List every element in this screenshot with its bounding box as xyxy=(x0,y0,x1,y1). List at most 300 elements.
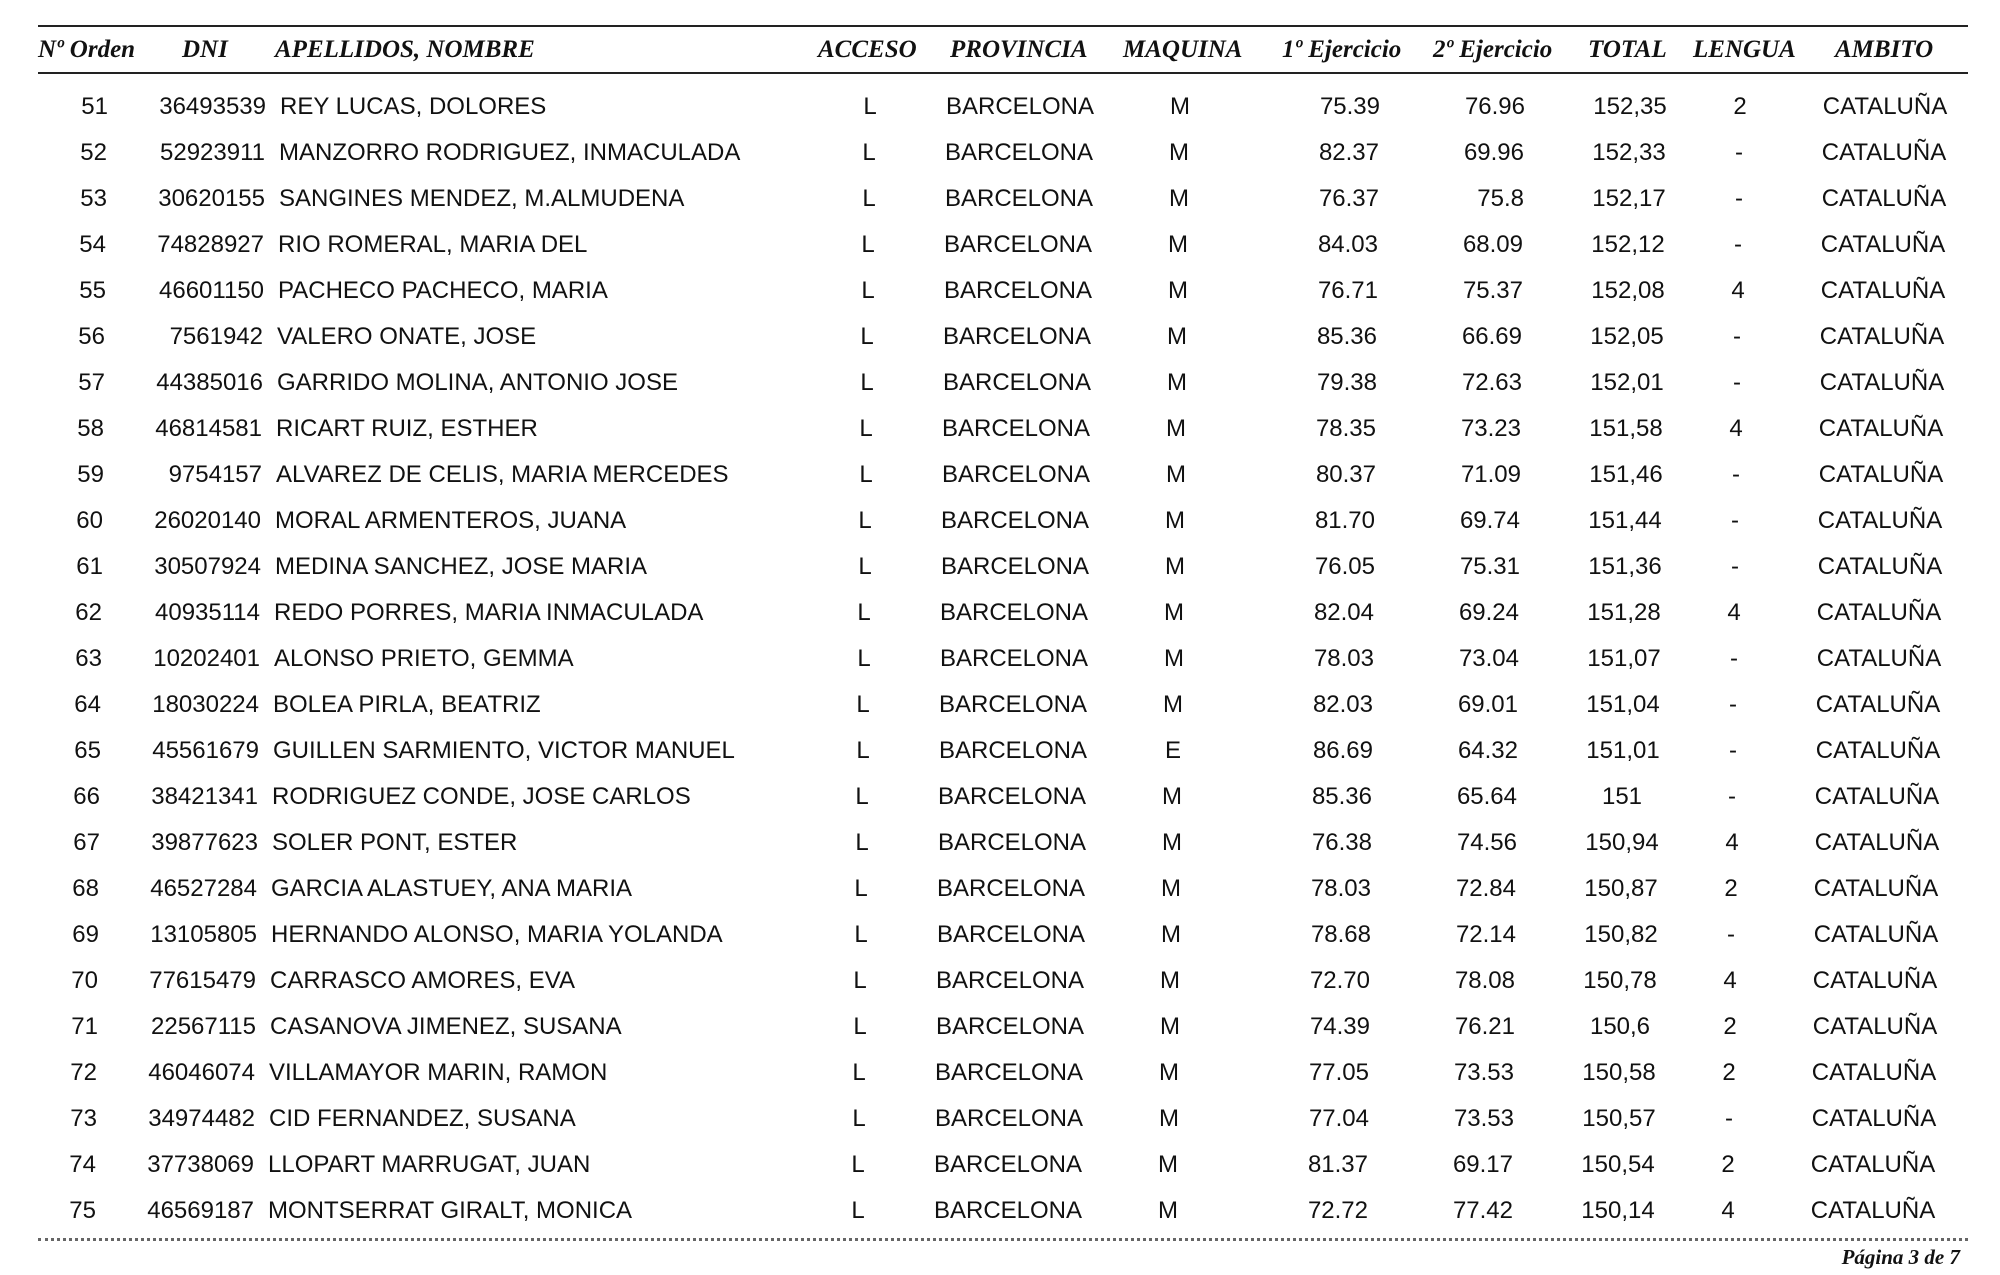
cell-ejercicio-2: 76.96 xyxy=(1464,93,1525,120)
cell-provincia: BARCELONA xyxy=(938,737,1088,764)
cell-total: 152,01 xyxy=(1590,369,1664,396)
table-row xyxy=(0,644,2000,684)
cell-total: 151,07 xyxy=(1587,645,1661,672)
cell-lengua: - xyxy=(1731,507,1739,534)
cell-total: 150,82 xyxy=(1584,921,1658,948)
cell-orden: 74 xyxy=(69,1151,96,1178)
cell-ejercicio-1: 75.39 xyxy=(1319,93,1380,120)
cell-acceso: L xyxy=(859,461,873,488)
cell-acceso: L xyxy=(852,1059,866,1086)
cell-total: 152,33 xyxy=(1592,139,1666,166)
cell-ejercicio-1: 76.71 xyxy=(1317,277,1378,304)
cell-dni: 39877623 xyxy=(151,829,258,856)
cell-ejercicio-1: 76.38 xyxy=(1311,829,1372,856)
cell-ejercicio-2: 72.84 xyxy=(1455,875,1516,902)
table-row xyxy=(0,782,2000,822)
header-ejercicio-1: 1º Ejercicio xyxy=(1282,36,1402,63)
cell-ejercicio-1: 79.38 xyxy=(1316,369,1377,396)
cell-nombre: MORAL ARMENTEROS, JUANA xyxy=(275,507,627,534)
cell-ejercicio-2: 66.69 xyxy=(1461,323,1522,350)
cell-maquina: E xyxy=(1164,737,1181,764)
cell-provincia: BARCELONA xyxy=(943,277,1093,304)
cell-acceso: L xyxy=(861,277,875,304)
cell-lengua: 4 xyxy=(1731,277,1745,304)
table-row xyxy=(0,598,2000,638)
cell-dni: 38421341 xyxy=(151,783,258,810)
cell-maquina: M xyxy=(1161,875,1181,902)
cell-nombre: LLOPART MARRUGAT, JUAN xyxy=(268,1151,591,1178)
cell-ejercicio-2: 73.23 xyxy=(1460,415,1521,442)
cell-ejercicio-1: 76.05 xyxy=(1314,553,1375,580)
cell-total: 150,14 xyxy=(1581,1197,1655,1224)
cell-total: 150,94 xyxy=(1585,829,1659,856)
cell-ejercicio-2: 64.32 xyxy=(1457,737,1518,764)
cell-nombre: VALERO ONATE, JOSE xyxy=(277,323,537,350)
cell-total: 151,58 xyxy=(1589,415,1663,442)
cell-provincia: BARCELONA xyxy=(937,829,1087,856)
cell-ejercicio-2: 72.63 xyxy=(1461,369,1522,396)
header-orden: Nº Orden xyxy=(38,36,136,63)
cell-ambito: CATALUÑA xyxy=(1811,1105,1937,1132)
cell-nombre: CID FERNANDEZ, SUSANA xyxy=(269,1105,576,1132)
cell-nombre: CARRASCO AMORES, EVA xyxy=(270,967,575,994)
cell-provincia: BARCELONA xyxy=(933,1151,1083,1178)
cell-ejercicio-1: 77.05 xyxy=(1308,1059,1369,1086)
cell-nombre: REDO PORRES, MARIA INMACULADA xyxy=(274,599,704,626)
cell-lengua: 2 xyxy=(1723,1013,1737,1040)
cell-dni: 46527284 xyxy=(150,875,257,902)
cell-total: 152,05 xyxy=(1590,323,1664,350)
cell-total: 150,57 xyxy=(1582,1105,1656,1132)
cell-ambito: CATALUÑA xyxy=(1820,231,1946,258)
cell-lengua: - xyxy=(1731,553,1739,580)
cell-ambito: CATALUÑA xyxy=(1818,461,1944,488)
cell-nombre: SANGINES MENDEZ, M.ALMUDENA xyxy=(279,185,685,212)
cell-ejercicio-1: 80.37 xyxy=(1315,461,1376,488)
cell-ejercicio-1: 86.69 xyxy=(1312,737,1373,764)
page-number: Página 3 de 7 xyxy=(1841,1245,1960,1269)
cell-ejercicio-1: 84.03 xyxy=(1317,231,1378,258)
cell-dni: 30507924 xyxy=(154,553,261,580)
cell-maquina: M xyxy=(1168,277,1188,304)
table-row xyxy=(0,230,2000,270)
cell-orden: 56 xyxy=(78,323,105,350)
table-row xyxy=(0,1104,2000,1144)
cell-maquina: M xyxy=(1160,1013,1180,1040)
cell-acceso: L xyxy=(862,185,876,212)
cell-acceso: L xyxy=(860,369,874,396)
cell-dni: 10202401 xyxy=(153,645,260,672)
cell-nombre: GARRIDO MOLINA, ANTONIO JOSE xyxy=(277,369,678,396)
cell-maquina: M xyxy=(1169,139,1189,166)
table-row xyxy=(0,552,2000,592)
cell-provincia: BARCELONA xyxy=(936,921,1086,948)
cell-ejercicio-1: 81.70 xyxy=(1314,507,1375,534)
cell-ejercicio-2: 69.17 xyxy=(1452,1151,1513,1178)
cell-acceso: L xyxy=(861,231,875,258)
cell-orden: 52 xyxy=(80,139,107,166)
cell-maquina: M xyxy=(1165,553,1185,580)
cell-orden: 71 xyxy=(71,1013,98,1040)
cell-ejercicio-1: 78.68 xyxy=(1310,921,1371,948)
header-acceso: ACCESO xyxy=(818,36,917,63)
cell-ejercicio-1: 74.39 xyxy=(1309,1013,1370,1040)
cell-provincia: BARCELONA xyxy=(934,1059,1084,1086)
cell-nombre: ALVAREZ DE CELIS, MARIA MERCEDES xyxy=(276,461,729,488)
cell-ambito: CATALUÑA xyxy=(1816,645,1942,672)
cell-provincia: BARCELONA xyxy=(941,461,1091,488)
cell-dni: 45561679 xyxy=(152,737,259,764)
header-dni: DNI xyxy=(182,36,228,63)
cell-lengua: - xyxy=(1729,737,1737,764)
cell-orden: 54 xyxy=(79,231,106,258)
cell-lengua: - xyxy=(1733,323,1741,350)
cell-ambito: CATALUÑA xyxy=(1810,1151,1936,1178)
cell-orden: 68 xyxy=(72,875,99,902)
cell-maquina: M xyxy=(1167,323,1187,350)
cell-dni: 44385016 xyxy=(156,369,263,396)
cell-ambito: CATALUÑA xyxy=(1816,599,1942,626)
cell-lengua: - xyxy=(1728,783,1736,810)
cell-ambito: CATALUÑA xyxy=(1817,553,1943,580)
cell-ejercicio-2: 75.31 xyxy=(1459,553,1520,580)
cell-total: 152,17 xyxy=(1592,185,1666,212)
cell-orden: 69 xyxy=(72,921,99,948)
cell-ejercicio-1: 78.03 xyxy=(1313,645,1374,672)
cell-provincia: BARCELONA xyxy=(941,415,1091,442)
cell-maquina: M xyxy=(1164,599,1184,626)
cell-dni: 37738069 xyxy=(147,1151,254,1178)
cell-dni: 74828927 xyxy=(157,231,264,258)
cell-ejercicio-2: 78.08 xyxy=(1454,967,1515,994)
top-rule xyxy=(38,25,1968,27)
cell-dni: 7561942 xyxy=(169,323,263,350)
cell-total: 150,6 xyxy=(1589,1013,1651,1040)
cell-provincia: BARCELONA xyxy=(935,1013,1085,1040)
cell-maquina: M xyxy=(1167,369,1187,396)
table-row xyxy=(0,322,2000,362)
cell-provincia: BARCELONA xyxy=(940,507,1090,534)
header-total: TOTAL xyxy=(1588,36,1667,63)
header-nombre: APELLIDOS, NOMBRE xyxy=(275,36,535,63)
cell-lengua: - xyxy=(1730,645,1738,672)
table-row xyxy=(0,690,2000,730)
cell-total: 152,12 xyxy=(1591,231,1665,258)
cell-nombre: MANZORRO RODRIGUEZ, INMACULADA xyxy=(279,139,741,166)
table-row xyxy=(0,1058,2000,1098)
cell-lengua: 4 xyxy=(1727,599,1741,626)
cell-lengua: 4 xyxy=(1723,967,1737,994)
cell-lengua: 4 xyxy=(1729,415,1743,442)
cell-ejercicio-2: 69.96 xyxy=(1463,139,1524,166)
cell-lengua: 2 xyxy=(1722,1059,1736,1086)
cell-dni: 13105805 xyxy=(150,921,257,948)
cell-acceso: L xyxy=(859,415,873,442)
cell-orden: 53 xyxy=(80,185,107,212)
cell-nombre: GUILLEN SARMIENTO, VICTOR MANUEL xyxy=(273,737,735,764)
cell-provincia: BARCELONA xyxy=(935,967,1085,994)
cell-ejercicio-2: 69.01 xyxy=(1457,691,1518,718)
cell-dni: 46569187 xyxy=(147,1197,254,1224)
cell-ambito: CATALUÑA xyxy=(1821,139,1947,166)
cell-lengua: - xyxy=(1727,921,1735,948)
bottom-rule xyxy=(38,1238,1968,1241)
cell-total: 151,01 xyxy=(1586,737,1660,764)
cell-provincia: BARCELONA xyxy=(937,783,1087,810)
cell-ambito: CATALUÑA xyxy=(1821,185,1947,212)
cell-maquina: M xyxy=(1159,1059,1179,1086)
cell-lengua: 2 xyxy=(1733,93,1747,120)
cell-acceso: L xyxy=(854,921,868,948)
cell-orden: 51 xyxy=(81,93,108,120)
cell-dni: 77615479 xyxy=(149,967,256,994)
cell-provincia: BARCELONA xyxy=(943,231,1093,258)
cell-nombre: VILLAMAYOR MARIN, RAMON xyxy=(269,1059,608,1086)
cell-ejercicio-1: 82.37 xyxy=(1318,139,1379,166)
cell-acceso: L xyxy=(857,645,871,672)
cell-ejercicio-2: 73.04 xyxy=(1458,645,1519,672)
cell-orden: 62 xyxy=(75,599,102,626)
table-row xyxy=(0,460,2000,500)
cell-total: 151,36 xyxy=(1588,553,1662,580)
cell-provincia: BARCELONA xyxy=(944,185,1094,212)
cell-ambito: CATALUÑA xyxy=(1810,1197,1936,1224)
cell-maquina: M xyxy=(1161,921,1181,948)
cell-dni: 46601150 xyxy=(159,277,264,304)
cell-provincia: BARCELONA xyxy=(942,323,1092,350)
cell-lengua: - xyxy=(1725,1105,1733,1132)
cell-dni: 22567115 xyxy=(151,1013,256,1040)
cell-orden: 60 xyxy=(76,507,103,534)
cell-dni: 46814581 xyxy=(155,415,262,442)
header-provincia: PROVINCIA xyxy=(950,36,1088,63)
cell-ejercicio-2: 65.64 xyxy=(1456,783,1517,810)
cell-provincia: BARCELONA xyxy=(945,93,1095,120)
cell-ambito: CATALUÑA xyxy=(1819,323,1945,350)
cell-ambito: CATALUÑA xyxy=(1818,415,1944,442)
cell-orden: 61 xyxy=(76,553,103,580)
cell-lengua: - xyxy=(1735,185,1743,212)
cell-acceso: L xyxy=(863,93,877,120)
cell-maquina: M xyxy=(1163,691,1183,718)
header-ejercicio-2: 2º Ejercicio xyxy=(1433,36,1553,63)
cell-total: 150,54 xyxy=(1581,1151,1655,1178)
cell-dni: 36493539 xyxy=(159,93,266,120)
cell-lengua: - xyxy=(1734,231,1742,258)
cell-dni: 34974482 xyxy=(148,1105,255,1132)
cell-provincia: BARCELONA xyxy=(933,1197,1083,1224)
cell-ambito: CATALUÑA xyxy=(1814,829,1940,856)
cell-maquina: M xyxy=(1166,461,1186,488)
cell-ejercicio-2: 76.21 xyxy=(1454,1013,1515,1040)
cell-lengua: - xyxy=(1733,369,1741,396)
cell-maquina: M xyxy=(1158,1151,1178,1178)
cell-ambito: CATALUÑA xyxy=(1817,507,1943,534)
table-row xyxy=(0,368,2000,408)
cell-ejercicio-1: 85.36 xyxy=(1311,783,1372,810)
cell-dni: 18030224 xyxy=(152,691,259,718)
cell-maquina: M xyxy=(1160,967,1180,994)
header-lengua: LENGUA xyxy=(1693,36,1796,63)
cell-ambito: CATALUÑA xyxy=(1813,875,1939,902)
table-row xyxy=(0,874,2000,914)
cell-orden: 55 xyxy=(79,277,106,304)
cell-orden: 73 xyxy=(70,1105,97,1132)
cell-ejercicio-2: 73.53 xyxy=(1453,1059,1514,1086)
cell-acceso: L xyxy=(854,875,868,902)
cell-nombre: RICART RUIZ, ESTHER xyxy=(276,415,538,442)
cell-total: 151 xyxy=(1601,783,1643,810)
cell-ambito: CATALUÑA xyxy=(1820,277,1946,304)
cell-total: 152,35 xyxy=(1593,93,1667,120)
table-row xyxy=(0,966,2000,1006)
cell-maquina: M xyxy=(1168,231,1188,258)
cell-dni: 46046074 xyxy=(148,1059,255,1086)
cell-ambito: CATALUÑA xyxy=(1822,93,1948,120)
table-row xyxy=(0,506,2000,546)
cell-orden: 58 xyxy=(77,415,104,442)
cell-ambito: CATALUÑA xyxy=(1814,783,1940,810)
cell-ejercicio-2: 72.14 xyxy=(1455,921,1516,948)
cell-total: 150,78 xyxy=(1583,967,1657,994)
cell-orden: 63 xyxy=(75,645,102,672)
cell-ejercicio-1: 76.37 xyxy=(1318,185,1379,212)
cell-provincia: BARCELONA xyxy=(942,369,1092,396)
cell-dni: 30620155 xyxy=(158,185,265,212)
cell-provincia: BARCELONA xyxy=(939,599,1089,626)
cell-lengua: - xyxy=(1729,691,1737,718)
cell-maquina: M xyxy=(1164,645,1184,672)
cell-total: 150,87 xyxy=(1584,875,1658,902)
cell-ejercicio-1: 82.04 xyxy=(1313,599,1374,626)
cell-nombre: CASANOVA JIMENEZ, SUSANA xyxy=(270,1013,622,1040)
cell-orden: 64 xyxy=(74,691,101,718)
cell-provincia: BARCELONA xyxy=(939,645,1089,672)
cell-acceso: L xyxy=(853,1013,867,1040)
cell-ejercicio-2: 74.56 xyxy=(1456,829,1517,856)
cell-lengua: - xyxy=(1735,139,1743,166)
cell-acceso: L xyxy=(853,967,867,994)
cell-nombre: ALONSO PRIETO, GEMMA xyxy=(274,645,574,672)
cell-total: 151,04 xyxy=(1586,691,1660,718)
table-row xyxy=(0,736,2000,776)
cell-ejercicio-1: 81.37 xyxy=(1307,1151,1368,1178)
cell-nombre: GARCIA ALASTUEY, ANA MARIA xyxy=(271,875,633,902)
cell-orden: 67 xyxy=(73,829,100,856)
cell-ambito: CATALUÑA xyxy=(1819,369,1945,396)
cell-maquina: M xyxy=(1165,507,1185,534)
cell-ejercicio-2: 69.74 xyxy=(1459,507,1520,534)
cell-ejercicio-1: 77.04 xyxy=(1308,1105,1369,1132)
cell-ejercicio-2: 75.37 xyxy=(1462,277,1523,304)
cell-acceso: L xyxy=(862,139,876,166)
cell-orden: 66 xyxy=(73,783,100,810)
cell-ejercicio-1: 72.72 xyxy=(1307,1197,1368,1224)
cell-ejercicio-2: 77.42 xyxy=(1452,1197,1513,1224)
header-rule xyxy=(38,72,1968,74)
table-row xyxy=(0,1196,2000,1236)
cell-ejercicio-2: 75.8 xyxy=(1477,185,1524,212)
cell-maquina: M xyxy=(1162,783,1182,810)
cell-orden: 57 xyxy=(78,369,105,396)
cell-ejercicio-2: 71.09 xyxy=(1460,461,1521,488)
cell-ejercicio-1: 78.35 xyxy=(1315,415,1376,442)
cell-orden: 72 xyxy=(70,1059,97,1086)
cell-ambito: CATALUÑA xyxy=(1812,967,1938,994)
cell-acceso: L xyxy=(857,599,871,626)
table-row xyxy=(0,828,2000,868)
header-ambito: AMBITO xyxy=(1835,36,1934,63)
table-row xyxy=(0,1012,2000,1052)
cell-acceso: L xyxy=(858,507,872,534)
cell-total: 151,28 xyxy=(1587,599,1661,626)
cell-ejercicio-2: 68.09 xyxy=(1462,231,1523,258)
cell-acceso: L xyxy=(851,1151,865,1178)
cell-maquina: M xyxy=(1169,185,1189,212)
cell-lengua: - xyxy=(1732,461,1740,488)
cell-total: 151,46 xyxy=(1589,461,1663,488)
cell-ambito: CATALUÑA xyxy=(1813,921,1939,948)
table-row xyxy=(0,920,2000,960)
cell-ambito: CATALUÑA xyxy=(1815,737,1941,764)
cell-nombre: REY LUCAS, DOLORES xyxy=(280,93,547,120)
cell-acceso: L xyxy=(856,691,870,718)
cell-provincia: BARCELONA xyxy=(934,1105,1084,1132)
cell-maquina: M xyxy=(1170,93,1190,120)
cell-acceso: L xyxy=(855,829,869,856)
cell-nombre: MONTSERRAT GIRALT, MONICA xyxy=(268,1197,633,1224)
cell-ejercicio-2: 73.53 xyxy=(1453,1105,1514,1132)
table-row xyxy=(0,1150,2000,1190)
cell-maquina: M xyxy=(1162,829,1182,856)
cell-acceso: L xyxy=(860,323,874,350)
cell-acceso: L xyxy=(855,783,869,810)
cell-dni: 9754157 xyxy=(168,461,262,488)
cell-maquina: M xyxy=(1166,415,1186,442)
cell-ejercicio-2: 69.24 xyxy=(1458,599,1519,626)
cell-orden: 75 xyxy=(69,1197,96,1224)
table-row xyxy=(0,138,2000,178)
cell-lengua: 2 xyxy=(1724,875,1738,902)
table-row xyxy=(0,184,2000,224)
cell-nombre: RODRIGUEZ CONDE, JOSE CARLOS xyxy=(272,783,691,810)
cell-maquina: M xyxy=(1158,1197,1178,1224)
cell-ambito: CATALUÑA xyxy=(1812,1013,1938,1040)
header-maquina: MAQUINA xyxy=(1123,36,1243,63)
cell-ambito: CATALUÑA xyxy=(1815,691,1941,718)
cell-ejercicio-1: 82.03 xyxy=(1312,691,1373,718)
cell-orden: 65 xyxy=(74,737,101,764)
cell-total: 151,44 xyxy=(1588,507,1662,534)
cell-ambito: CATALUÑA xyxy=(1811,1059,1937,1086)
cell-lengua: 4 xyxy=(1721,1197,1735,1224)
cell-dni: 52923911 xyxy=(160,139,265,166)
cell-ejercicio-1: 85.36 xyxy=(1316,323,1377,350)
cell-ejercicio-1: 72.70 xyxy=(1309,967,1370,994)
cell-provincia: BARCELONA xyxy=(944,139,1094,166)
cell-ejercicio-1: 78.03 xyxy=(1310,875,1371,902)
cell-provincia: BARCELONA xyxy=(938,691,1088,718)
cell-acceso: L xyxy=(852,1105,866,1132)
cell-total: 152,08 xyxy=(1591,277,1665,304)
table-row xyxy=(0,276,2000,316)
cell-provincia: BARCELONA xyxy=(936,875,1086,902)
cell-nombre: HERNANDO ALONSO, MARIA YOLANDA xyxy=(271,921,723,948)
cell-provincia: BARCELONA xyxy=(940,553,1090,580)
cell-lengua: 2 xyxy=(1721,1151,1735,1178)
cell-acceso: L xyxy=(858,553,872,580)
cell-maquina: M xyxy=(1159,1105,1179,1132)
